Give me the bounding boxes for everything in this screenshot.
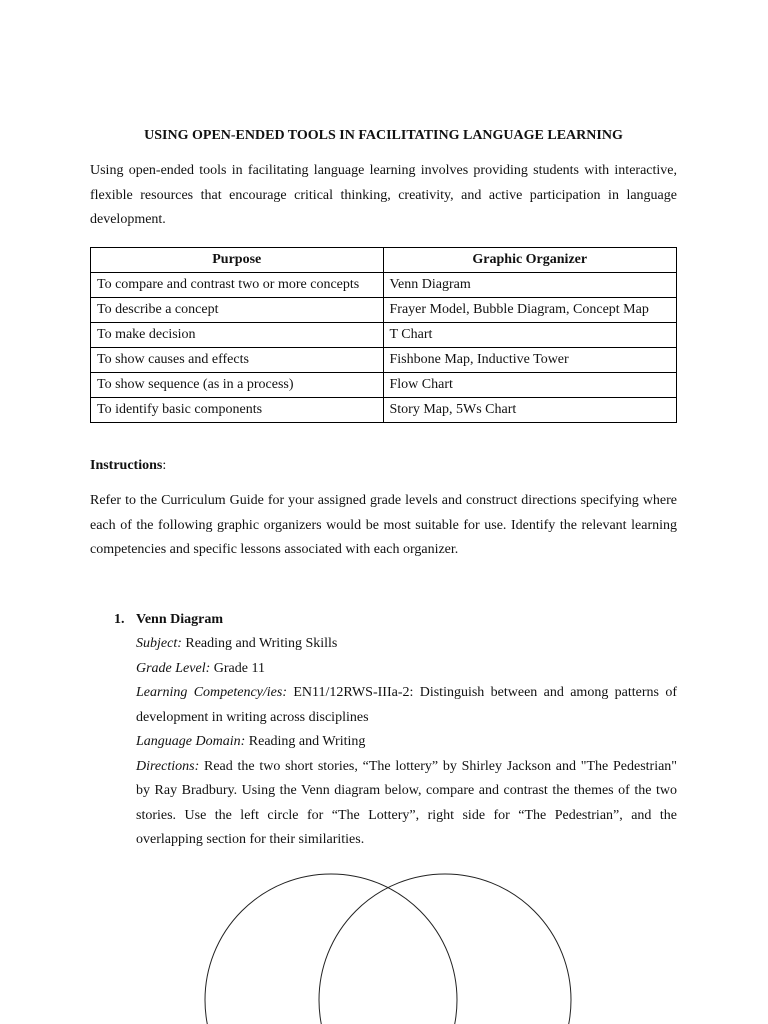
- page-title: USING OPEN-ENDED TOOLS IN FACILITATING LANGUAGE LEARNING: [144, 128, 623, 143]
- venn-right-circle: [319, 874, 571, 1024]
- table-cell-purpose: To make decision: [91, 323, 384, 348]
- table-cell-purpose: To show sequence (as in a process): [91, 373, 384, 398]
- grade-value: Grade 11: [213, 660, 265, 676]
- intro-paragraph: Using open-ended tools in facilitating language learning involves providing students with interactive, flexible resources that encourage critical thinking, creativity, and active participation in language development.: [90, 163, 677, 227]
- subject-label: Subject:: [136, 636, 182, 651]
- domain-label: Language Domain:: [136, 734, 246, 749]
- domain-value: Reading and Writing: [248, 734, 366, 749]
- directions-value: Read the two short stories, “The lottery” by Shirley Jackson and "The Pedestrian" by Ray Bradbury. Using the Venn diagram below, compare and contrast the themes of the two stories. Use the left circle for “The Lottery”, right side for “The Pedestrian”, and the overlapping section for their similarities.: [136, 758, 678, 847]
- table-cell-organizer: Flow Chart: [383, 373, 677, 398]
- table-cell-purpose: To compare and contrast two or more concepts: [91, 273, 384, 298]
- table-header-organizer: Graphic Organizer: [383, 248, 677, 273]
- table-cell-purpose: To identify basic components: [91, 398, 384, 423]
- table-cell-organizer: T Chart: [383, 323, 677, 348]
- table-cell-purpose: To show causes and effects: [91, 348, 384, 373]
- subject-value: Reading and Writing Skills: [185, 636, 338, 651]
- table-cell-organizer: Fishbone Map, Inductive Tower: [383, 348, 677, 373]
- instructions-heading-text: Instructions: [90, 458, 163, 473]
- table-cell-organizer: Story Map, 5Ws Chart: [383, 398, 677, 423]
- table-cell-purpose: To describe a concept: [91, 298, 384, 323]
- instructions-colon: :: [162, 458, 167, 473]
- table-header-purpose: Purpose: [91, 248, 384, 273]
- grade-label: Grade Level:: [136, 660, 211, 676]
- list-item-number: 1.: [114, 612, 125, 627]
- directions-label: Directions:: [136, 758, 200, 774]
- table-cell-organizer: Venn Diagram: [383, 273, 677, 298]
- list-item-title: Venn Diagram: [136, 612, 223, 627]
- table-cell-organizer: Frayer Model, Bubble Diagram, Concept Map: [383, 298, 677, 323]
- competency-value: EN11/12RWS-IIIa-2: Distinguish between and among patterns of development in writing across disciplines: [136, 685, 678, 725]
- venn-left-circle: [205, 874, 457, 1024]
- competency-label: Learning Competency/ies:: [136, 685, 287, 700]
- instructions-body: Refer to the Curriculum Guide for your assigned grade levels and construct directions specifying where each of the following graphic organizers would be most suitable for use. Identify the relevant learning competencies and specific lessons associated with each organizer.: [90, 493, 677, 557]
